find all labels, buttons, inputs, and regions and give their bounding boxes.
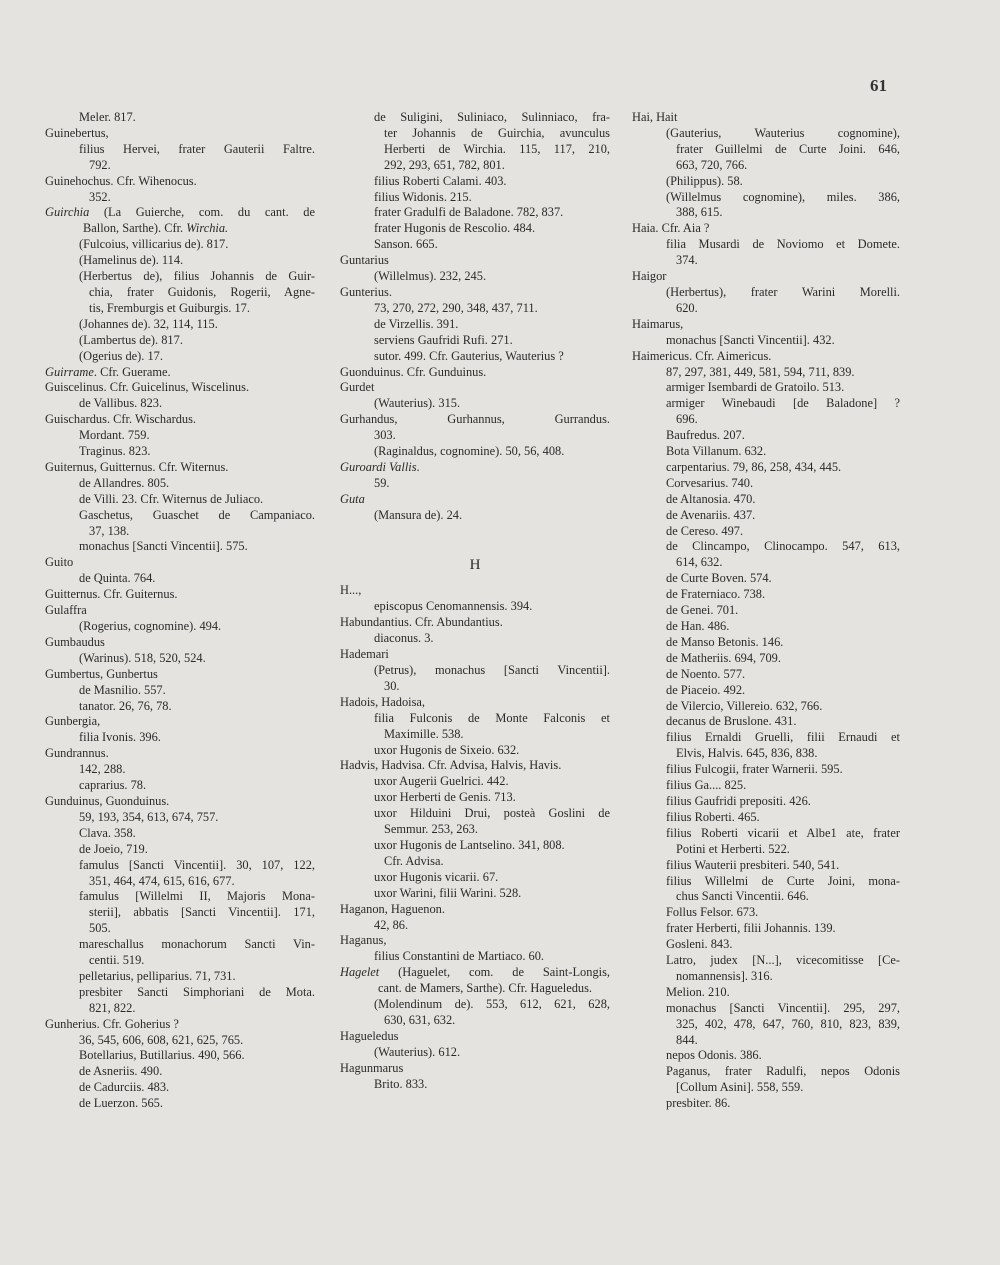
index-subentry: armiger Isembardi de Gratoilo. 513. <box>666 380 845 395</box>
index-subentry: (Raginaldus, cognomine). 50, 56, 408. <box>374 444 565 459</box>
index-headword: Guito <box>45 555 74 570</box>
index-headword: Gumbertus, Gunbertus <box>45 666 158 681</box>
index-subentry: episcopus Cenomannensis. 394. <box>374 599 533 614</box>
index-headword: Gunterius. <box>340 284 392 299</box>
index-subentry: serviens Gaufridi Rufi. 271. <box>374 332 513 347</box>
index-subentry: famulus [Sancti Vincentii]. 30, 107, 122, <box>79 857 315 872</box>
index-subentry: (Molendinum de). 553, 612, 621, 628, <box>374 997 610 1012</box>
index-subentry: de Suligini, Suliniaco, Sulinniaco, fra- <box>374 110 610 124</box>
index-headword: Guiternus, Guitternus. Cfr. Witernus. <box>45 459 229 474</box>
index-subentry: Sanson. 665. <box>374 237 438 252</box>
index-headword: Haimericus. Cfr. Aimericus. <box>632 348 772 363</box>
index-subentry: (Petrus), monachus [Sancti Vincentii]. <box>374 663 610 677</box>
index-subentry: 303. <box>374 428 396 443</box>
index-headword: H..., <box>340 583 362 598</box>
index-subentry: Mordant. 759. <box>79 428 150 443</box>
index-subentry: 792. <box>89 157 111 172</box>
index-subentry: Latro, judex [N...], vicecomitisse [Ce- <box>666 953 900 968</box>
index-subentry: frater Gradulfi de Baladone. 782, 837. <box>374 205 564 220</box>
index-subentry: de Piaceio. 492. <box>666 682 746 697</box>
index-subentry: 696. <box>676 412 698 427</box>
index-subentry: 325, 402, 478, 647, 760, 810, 823, 839, <box>676 1016 900 1031</box>
index-subentry: tis, Fremburgis et Guiburgis. 17. <box>89 300 250 315</box>
index-subentry: 42, 86. <box>374 917 409 932</box>
index-headword: Guirchia (La Guierche, com. du cant. de <box>45 205 315 220</box>
index-column-3 <box>632 110 900 1112</box>
index-subentry: (Philippus). 58. <box>666 173 743 188</box>
index-subentry: de Cadurciis. 483. <box>79 1080 170 1095</box>
index-subentry: de Villi. 23. Cfr. Witernus de Juliaco. <box>79 491 264 506</box>
index-subentry: Herberti de Wirchia. 115, 117, 210, <box>384 141 610 156</box>
index-headword: Gunduinus, Guonduinus. <box>45 793 170 808</box>
index-subentry: nomannensis]. 316. <box>676 968 773 983</box>
index-subentry: 620. <box>676 300 698 315</box>
section-letter-heading: H <box>469 556 481 573</box>
index-headword: Guroardi Vallis. <box>340 459 420 474</box>
index-subentry: (Willelmus cognomine), miles. 386, <box>666 189 900 204</box>
index-subentry: Semmur. 253, 263. <box>384 822 478 837</box>
index-subentry: uxor Hugonis de Lantselino. 341, 808. <box>374 837 565 852</box>
index-headword: Haia. Cfr. Aia ? <box>632 221 710 236</box>
index-subentry: (Wauterius). 612. <box>374 1044 461 1059</box>
index-subentry: armiger Winebaudi [de Baladone] ? <box>666 396 900 411</box>
index-subentry: de Avenariis. 437. <box>666 507 756 522</box>
index-subentry: (Willelmus). 232, 245. <box>374 269 487 284</box>
index-subentry: sutor. 499. Cfr. Gauterius, Wauterius ? <box>374 348 564 363</box>
index-subentry: filius Hervei, frater Gauterii Faltre. <box>79 141 315 156</box>
index-headword: Guirrame. Cfr. Guerame. <box>45 364 171 379</box>
index-subentry: de Asneriis. 490. <box>79 1064 163 1079</box>
index-subentry: sterii], abbatis [Sancti Vincentii]. 171, <box>89 905 315 920</box>
index-headword: Guntarius <box>340 253 389 268</box>
index-headword: Gurdet <box>340 380 375 395</box>
index-headword: Guinehochus. Cfr. Wihenocus. <box>45 173 197 188</box>
index-subentry: de Allandres. 805. <box>79 475 170 490</box>
index-subentry: (Wauterius). 315. <box>374 396 461 411</box>
index-subentry: de Luerzon. 565. <box>79 1096 163 1111</box>
index-subentry: 142, 288. <box>79 762 126 777</box>
index-headword: Hai, Hait <box>632 110 678 124</box>
index-headword: Gundrannus. <box>45 746 109 761</box>
index-subentry: uxor Herberti de Genis. 713. <box>374 790 516 805</box>
index-subentry: filius Roberti. 465. <box>666 809 760 824</box>
index-subentry: de Fraterniaco. 738. <box>666 587 766 602</box>
index-subentry: filius Wauterii presbiteri. 540, 541. <box>666 857 840 872</box>
index-subentry: (Herbertus), frater Warini Morelli. <box>666 284 900 299</box>
index-subentry: filius Ernaldi Gruelli, filii Ernaudi et <box>666 730 900 745</box>
index-subentry: monachus [Sancti Vincentii]. 432. <box>666 332 835 347</box>
index-subentry: 73, 270, 272, 290, 348, 437, 711. <box>374 300 538 315</box>
index-subentry: 59. <box>374 475 390 490</box>
index-headword: Guitternus. Cfr. Guiternus. <box>45 587 178 602</box>
index-subentry: (Johannes de). 32, 114, 115. <box>79 316 218 331</box>
index-subentry: 36, 545, 606, 608, 621, 625, 765. <box>79 1032 244 1047</box>
index-subentry: Potini et Herberti. 522. <box>676 841 790 856</box>
index-subentry: uxor Hilduini Drui, posteà Goslini de <box>374 806 610 821</box>
index-subentry: Maximille. 538. <box>384 726 464 741</box>
index-headword: Hadvis, Hadvisa. Cfr. Advisa, Halvis, Havis. <box>340 758 562 773</box>
index-subentry: uxor Hugonis vicarii. 67. <box>374 869 499 884</box>
index-headword: Gulaffra <box>45 603 87 618</box>
index-subentry: filia Musardi de Noviomo et Domete. <box>666 237 900 252</box>
index-subentry: filius Widonis. 215. <box>374 189 472 204</box>
index-subentry: (Rogerius, cognomine). 494. <box>79 619 222 633</box>
index-subentry: de Altanosia. 470. <box>666 491 756 506</box>
index-subentry: mareschallus monachorum Sancti Vin- <box>79 937 315 952</box>
index-subentry: presbiter. 86. <box>666 1096 731 1111</box>
index-headword: Gurhandus, Gurhannus, Gurrandus. <box>340 412 610 427</box>
index-subentry: centii. 519. <box>89 953 145 968</box>
index-subentry: chia, frater Guidonis, Rogerii, Agne- <box>89 284 315 299</box>
index-subentry: de Virzellis. 391. <box>374 316 459 331</box>
index-subentry: 821, 822. <box>89 1000 136 1015</box>
index-subentry: filius Roberti Calami. 403. <box>374 173 507 188</box>
index-headword: Hademari <box>340 647 389 662</box>
index-subentry: 630, 631, 632. <box>384 1012 456 1027</box>
index-subentry: Brito. 833. <box>374 1076 428 1091</box>
index-headword: Haganus, <box>340 933 387 948</box>
index-subentry: de Matheriis. 694, 709. <box>666 650 781 665</box>
index-subentry: (Hamelinus de). 114. <box>79 253 184 268</box>
index-subentry: chus Sancti Vincentii. 646. <box>676 889 809 904</box>
index-subentry: de Manso Betonis. 146. <box>666 634 784 649</box>
index-subentry: ter Johannis de Guirchia, avunculus <box>384 125 610 140</box>
index-subentry: Gosleni. 843. <box>666 937 733 952</box>
index-subentry: (Lambertus de). 817. <box>79 332 183 347</box>
index-subentry: de Curte Boven. 574. <box>666 571 772 586</box>
index-subentry: 37, 138. <box>89 523 130 538</box>
index-subentry: de Vallibus. 823. <box>79 396 163 411</box>
index-subentry: 352. <box>89 189 111 204</box>
index-subentry: de Noento. 577. <box>666 666 746 681</box>
index-headword: Habundantius. Cfr. Abundantius. <box>340 615 503 630</box>
index-subentry: uxor Augerii Guelrici. 442. <box>374 774 509 789</box>
index-headword: Hagueledus <box>340 1028 399 1043</box>
index-subentry: decanus de Bruslone. 431. <box>666 714 797 729</box>
index-subentry: (Warinus). 518, 520, 524. <box>79 650 206 665</box>
index-subentry: pelletarius, pelliparius. 71, 731. <box>79 968 236 983</box>
index-headword: Guonduinus. Cfr. Gunduinus. <box>340 364 487 379</box>
index-subentry: Gaschetus, Guaschet de Campaniaco. <box>79 507 315 522</box>
index-subentry: filius Fulcogii, frater Warnerii. 595. <box>666 762 843 777</box>
index-subentry: filia Ivonis. 396. <box>79 730 161 745</box>
index-subentry: Meler. 817. <box>79 110 136 124</box>
index-subentry: 844. <box>676 1032 698 1047</box>
index-subentry: de Han. 486. <box>666 619 730 633</box>
index-headword: Hadois, Hadoisa, <box>340 694 425 709</box>
index-subentry: Paganus, frater Radulfi, nepos Odonis <box>666 1064 900 1079</box>
index-subentry: 59, 193, 354, 613, 674, 757. <box>79 809 219 824</box>
index-headword: Gunherius. Cfr. Goherius ? <box>45 1016 179 1031</box>
index-headword: Haigor <box>632 269 667 284</box>
index-subentry: uxor Hugonis de Sixeio. 632. <box>374 742 520 757</box>
index-subentry: uxor Warini, filii Warini. 528. <box>374 885 522 900</box>
index-subentry: frater Hugonis de Rescolio. 484. <box>374 221 536 236</box>
index-subentry: filius Roberti vicarii et Albe1 ate, frater <box>666 825 900 840</box>
index-subentry: presbiter Sancti Simphoriani de Mota. <box>79 984 315 999</box>
index-subentry: carpentarius. 79, 86, 258, 434, 445. <box>666 459 842 474</box>
index-headword: Guta <box>340 491 365 506</box>
index-subentry: 505. <box>89 921 111 936</box>
index-subentry: filius Ga.... 825. <box>666 778 747 793</box>
index-subentry: (Gauterius, Wauterius cognomine), <box>666 125 900 140</box>
index-subentry: Follus Felsor. 673. <box>666 905 759 920</box>
index-subentry: nepos Odonis. 386. <box>666 1048 762 1063</box>
index-headword: Guischardus. Cfr. Wischardus. <box>45 412 197 427</box>
index-subentry: 30. <box>384 678 400 693</box>
index-subentry: 614, 632. <box>676 555 723 570</box>
index-subentry: cant. de Mamers, Sarthe). Cfr. Hagueledus. <box>378 981 593 996</box>
index-column-2 <box>340 110 610 1092</box>
index-subentry: filius Constantini de Martiaco. 60. <box>374 949 545 964</box>
index-subentry: monachus [Sancti Vincentii]. 575. <box>79 539 248 554</box>
index-subentry: Ballon, Sarthe). Cfr. Wirchia. <box>83 221 229 236</box>
spacer <box>340 573 610 583</box>
index-headword: Gumbaudus <box>45 634 105 649</box>
index-subentry: filius Willelmi de Curte Joini, mona- <box>666 873 900 888</box>
index-subentry: filia Fulconis de Monte Falconis et <box>374 710 610 725</box>
spacer <box>340 524 610 558</box>
index-subentry: Melion. 210. <box>666 984 730 999</box>
index-subentry: 388, 615. <box>676 205 723 220</box>
index-subentry: 663, 720, 766. <box>676 157 748 172</box>
index-subentry: 292, 293, 651, 782, 801. <box>384 157 505 172</box>
index-headword: Guiscelinus. Cfr. Guicelinus, Wiscelinus. <box>45 380 250 395</box>
index-subentry: tanator. 26, 76, 78. <box>79 698 172 713</box>
index-subentry: Clava. 358. <box>79 825 136 840</box>
index-subentry: Baufredus. 207. <box>666 428 745 443</box>
index-subentry: 351, 464, 474, 615, 616, 677. <box>89 873 235 888</box>
index-subentry: de Genei. 701. <box>666 603 739 618</box>
index-headword: Hagunmarus <box>340 1060 404 1075</box>
index-subentry: de Cereso. 497. <box>666 523 744 538</box>
index-subentry: monachus [Sancti Vincentii]. 295, 297, <box>666 1000 900 1015</box>
index-subentry: (Herbertus de), filius Johannis de Guir- <box>79 269 315 284</box>
index-subentry: Cfr. Advisa. <box>384 853 444 868</box>
page-number: 61 <box>870 76 887 95</box>
index-subentry: de Vilercio, Villereio. 632, 766. <box>666 698 823 713</box>
index-column-1 <box>45 110 315 1112</box>
index-subentry: de Joeio, 719. <box>79 841 148 856</box>
index-subentry: Traginus. 823. <box>79 444 151 459</box>
index-headword: Haganon, Haguenon. <box>340 901 445 916</box>
index-subentry: 374. <box>676 253 698 268</box>
index-subentry: (Fulcoius, villicarius de). 817. <box>79 237 229 252</box>
index-subentry: Bota Villanum. 632. <box>666 444 767 459</box>
index-headword: Gunbergia, <box>45 714 101 729</box>
index-subentry: (Ogerius de). 17. <box>79 348 163 363</box>
index-subentry: de Quinta. 764. <box>79 571 156 586</box>
index-subentry: de Clincampo, Clinocampo. 547, 613, <box>666 539 900 554</box>
index-headword: Guinebertus, <box>45 125 109 140</box>
index-subentry: Botellarius, Butillarius. 490, 566. <box>79 1048 245 1063</box>
index-subentry: diaconus. 3. <box>374 631 434 646</box>
index-subentry: 87, 297, 381, 449, 581, 594, 711, 839. <box>666 364 855 379</box>
index-subentry: Elvis, Halvis. 645, 836, 838. <box>676 746 818 761</box>
index-subentry: Corvesarius. 740. <box>666 475 754 490</box>
index-subentry: de Masnilio. 557. <box>79 682 166 697</box>
index-subentry: [Collum Asini]. 558, 559. <box>676 1080 804 1095</box>
index-subentry: frater Herberti, filii Johannis. 139. <box>666 921 836 936</box>
index-subentry: (Mansura de). 24. <box>374 507 463 522</box>
index-headword: Hagelet (Haguelet, com. de Saint-Longis, <box>340 965 610 980</box>
index-subentry: caprarius. 78. <box>79 778 147 793</box>
index-subentry: frater Guillelmi de Curte Joini. 646, <box>676 141 900 156</box>
index-subentry: famulus [Willelmi II, Majoris Mona- <box>79 889 315 904</box>
index-subentry: filius Gaufridi prepositi. 426. <box>666 793 811 808</box>
index-headword: Haimarus, <box>632 316 684 331</box>
